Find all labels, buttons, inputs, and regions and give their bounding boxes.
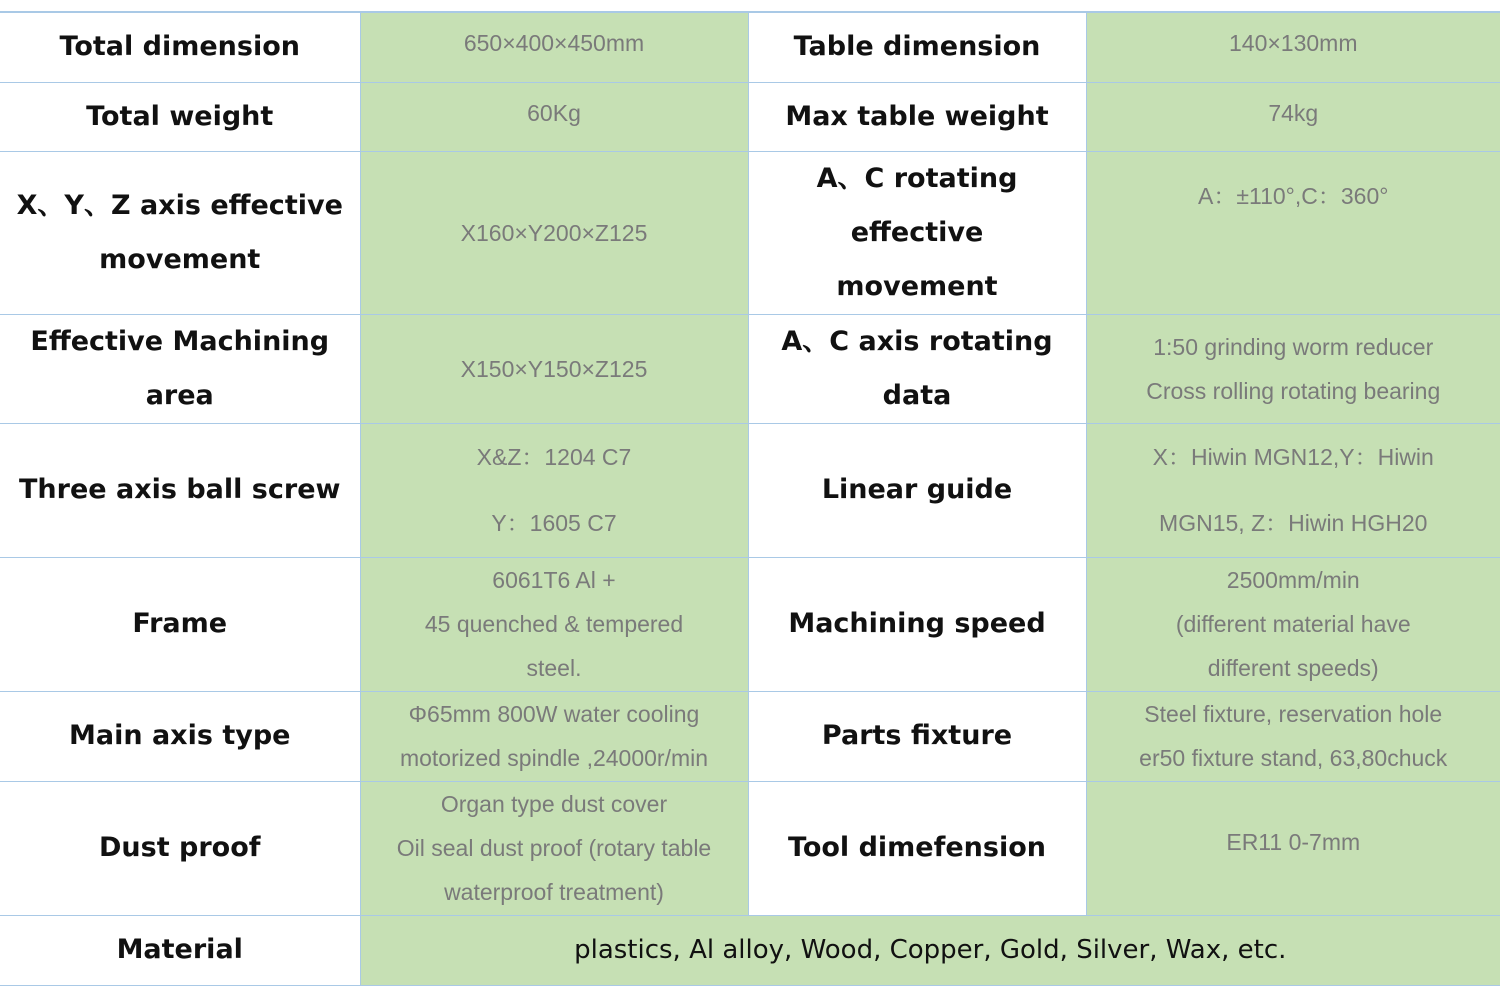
total-dimension-value: 650×400×450mm [360, 12, 748, 82]
table-row [0, 151, 1500, 314]
table-row [0, 423, 1500, 557]
ac-movement-label [748, 151, 1086, 314]
machining-speed-value [1086, 557, 1500, 691]
frame-line-2: 45 quenched & tempered [424, 611, 684, 637]
ac-movement-label-line-1: A、C rotating effective [816, 162, 1018, 248]
tool-dimension-value: ER11 0-7mm [1086, 781, 1500, 915]
machining-speed-label: Machining speed [748, 557, 1086, 691]
linear-guide-line-1: X：Hiwin MGN12,Y：Hiwin [1152, 444, 1434, 470]
xyz-movement-value: X160×Y200×Z125 [360, 151, 748, 314]
parts-fixture-value [1086, 691, 1500, 781]
ball-screw-value [360, 423, 748, 557]
ac-movement-label-line-2: movement [836, 270, 998, 302]
max-table-weight-value: 74kg [1086, 82, 1500, 151]
total-dimension-label: Total dimension [0, 12, 360, 82]
main-axis-label: Main axis type [0, 691, 360, 781]
linear-guide-value [1086, 423, 1500, 557]
ac-movement-value: A：±110°,C：360° [1086, 151, 1500, 314]
material-label: Material [0, 915, 360, 985]
table-row [0, 12, 1500, 82]
machining-area-label [0, 314, 360, 423]
total-weight-value: 60Kg [360, 82, 748, 151]
frame-line-3: steel. [526, 655, 582, 681]
ac-rotating-data-line-1: 1:50 grinding worm reducer [1153, 333, 1434, 360]
machining-speed-line-1: 2500mm/min [1226, 567, 1360, 593]
ac-rotating-data-line-2: Cross rolling rotating bearing [1146, 377, 1441, 404]
table-row [0, 314, 1500, 423]
parts-fixture-label: Parts fixture [748, 691, 1086, 781]
machining-area-label-line-2: area [145, 379, 214, 411]
material-value: plastics, Al alloy, Wood, Copper, Gold, Silver, Wax, etc. [360, 915, 1500, 985]
table-row [0, 82, 1500, 151]
machining-speed-line-3: different speeds) [1207, 655, 1379, 681]
total-weight-label: Total weight [0, 82, 360, 151]
specification-table [0, 11, 1500, 986]
xyz-movement-label [0, 151, 360, 314]
main-axis-value [360, 691, 748, 781]
dust-proof-label: Dust proof [0, 781, 360, 915]
frame-line-1: 6061T6 Al + [492, 567, 616, 593]
machining-area-label-line-1: Effective Machining [30, 325, 330, 357]
ball-screw-line-1: X&Z：1204 C7 [476, 444, 632, 470]
table-dimension-value: 140×130mm [1086, 12, 1500, 82]
table-row [0, 781, 1500, 915]
dust-proof-line-2: Oil seal dust proof (rotary table [396, 835, 712, 861]
linear-guide-label: Linear guide [748, 423, 1086, 557]
parts-fixture-line-2: er50 fixture stand, 63,80chuck [1139, 745, 1448, 771]
ac-rotating-data-value [1086, 314, 1500, 423]
dust-proof-line-1: Organ type dust cover [440, 791, 668, 817]
main-axis-line-1: Φ65mm 800W water cooling [408, 701, 700, 727]
machining-speed-line-2: (different material have [1175, 611, 1411, 637]
frame-label: Frame [0, 557, 360, 691]
ball-screw-line-2: Y：1605 C7 [491, 510, 617, 536]
table-dimension-label: Table dimension [748, 12, 1086, 82]
parts-fixture-line-1: Steel fixture, reservation hole [1144, 701, 1443, 727]
xyz-movement-label-line-1: X、Y、Z axis effective [16, 189, 343, 221]
max-table-weight-label: Max table weight [748, 82, 1086, 151]
tool-dimension-label: Tool dimefension [748, 781, 1086, 915]
ac-rotating-data-label: A、C axis rotating data [748, 314, 1086, 423]
machining-area-value: X150×Y150×Z125 [360, 314, 748, 423]
xyz-movement-label-line-2: movement [99, 243, 261, 275]
table-row [0, 915, 1500, 985]
frame-value [360, 557, 748, 691]
dust-proof-value [360, 781, 748, 915]
main-axis-line-2: motorized spindle ,24000r/min [399, 745, 709, 771]
table-row [0, 691, 1500, 781]
ball-screw-label: Three axis ball screw [0, 423, 360, 557]
table-row [0, 557, 1500, 691]
linear-guide-line-2: MGN15, Z：Hiwin HGH20 [1159, 510, 1428, 536]
dust-proof-line-3: waterproof treatment) [444, 879, 664, 905]
